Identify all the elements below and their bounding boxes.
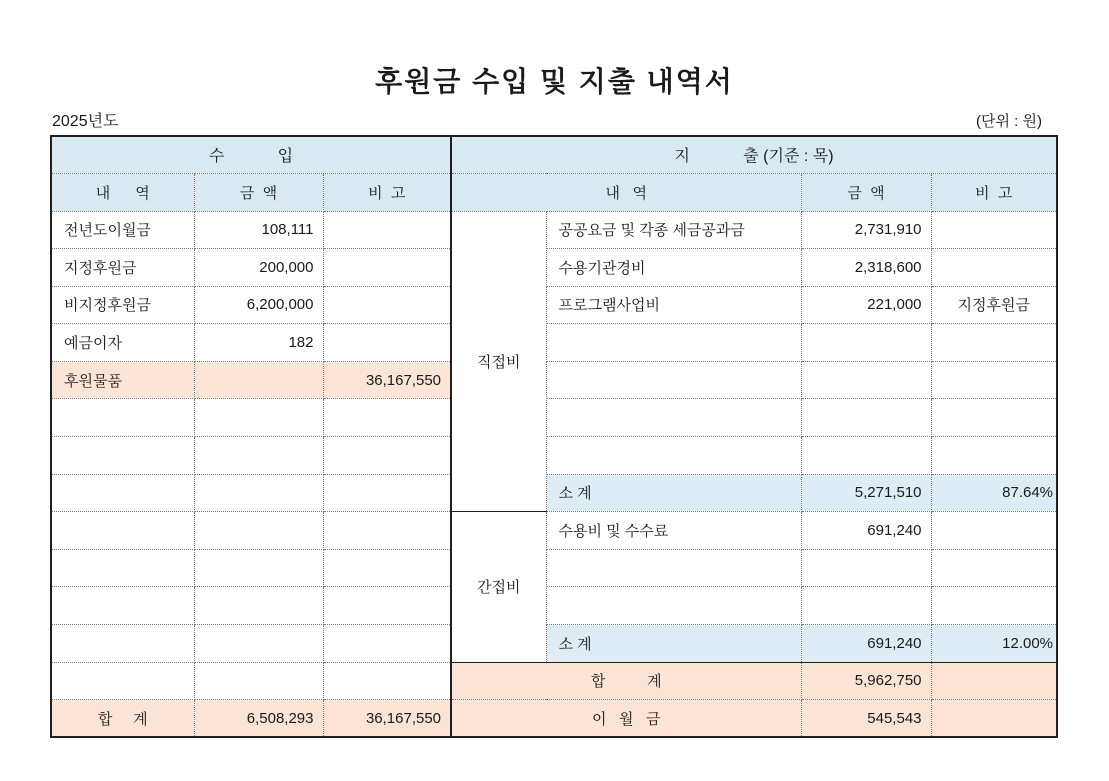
expense-note-cell — [931, 587, 1057, 625]
expense-note-header: 비 고 — [931, 173, 1057, 211]
direct-subtotal-label: 소 계 — [546, 474, 801, 512]
income-amount-cell — [194, 512, 323, 550]
income-amount-cell — [194, 549, 323, 587]
income-amount-header: 금 액 — [194, 173, 323, 211]
income-expenditure-table — [50, 135, 1058, 738]
grand-total-row — [51, 700, 1057, 738]
expense-amount-cell — [801, 361, 931, 399]
table-row — [51, 399, 1057, 437]
income-section-header: 수 입 — [51, 136, 451, 173]
expense-item-cell — [546, 587, 801, 625]
indirect-subtotal-row — [51, 625, 1057, 663]
table-row — [51, 549, 1057, 587]
expense-amount-cell — [801, 399, 931, 437]
income-note-cell: 36,167,550 — [323, 361, 451, 399]
income-note-cell — [323, 286, 451, 324]
income-item-cell — [51, 587, 194, 625]
carryover-note — [931, 700, 1057, 738]
expense-amount-cell: 221,000 — [801, 286, 931, 324]
expenditure-total-note — [931, 662, 1057, 700]
expenditure-section-header: 지 출 (기준 : 목) — [451, 136, 1057, 173]
expense-note-cell — [931, 249, 1057, 287]
expense-item-cell — [546, 324, 801, 362]
expense-item-cell: 수용비 및 수수료 — [546, 512, 801, 550]
table-row — [51, 437, 1057, 475]
expense-item-cell: 수용기관경비 — [546, 249, 801, 287]
expense-item-cell: 프로그램사업비 — [546, 286, 801, 324]
income-item-cell: 전년도이월금 — [51, 211, 194, 249]
income-amount-cell — [194, 399, 323, 437]
expenditure-total-amount: 5,962,750 — [801, 662, 931, 700]
expense-item-cell: 공공요금 및 각종 세금공과금 — [546, 211, 801, 249]
expense-note-cell — [931, 361, 1057, 399]
income-note-cell — [323, 625, 451, 663]
income-note-cell — [323, 211, 451, 249]
income-amount-cell — [194, 474, 323, 512]
income-note-cell — [323, 587, 451, 625]
income-amount-cell — [194, 625, 323, 663]
expense-amount-cell — [801, 437, 931, 475]
expense-note-cell — [931, 512, 1057, 550]
income-total-amount: 6,508,293 — [194, 700, 323, 738]
income-note-cell — [323, 549, 451, 587]
expense-amount-cell: 2,318,600 — [801, 249, 931, 287]
table-row — [51, 587, 1057, 625]
income-amount-cell: 200,000 — [194, 249, 323, 287]
income-note-cell — [323, 324, 451, 362]
indirect-subtotal-percent: 12.00% — [931, 625, 1057, 663]
expense-amount-header: 금 액 — [801, 173, 931, 211]
indirect-cost-category-cell: 간접비 — [451, 512, 546, 662]
income-amount-cell — [194, 437, 323, 475]
expense-item-cell — [546, 549, 801, 587]
fiscal-year-label: 2025년도 — [52, 113, 119, 130]
indirect-subtotal-amount: 691,240 — [801, 625, 931, 663]
section-header-row — [51, 136, 1057, 173]
indirect-subtotal-label: 소 계 — [546, 625, 801, 663]
expense-item-cell — [546, 437, 801, 475]
direct-cost-category-cell: 직접비 — [451, 211, 546, 512]
expense-amount-cell — [801, 587, 931, 625]
income-amount-cell: 108,111 — [194, 211, 323, 249]
income-note-header: 비 고 — [323, 173, 451, 211]
income-note-cell — [323, 662, 451, 700]
income-amount-cell: 182 — [194, 324, 323, 362]
expense-item-cell — [546, 399, 801, 437]
table-row — [51, 211, 1057, 249]
income-item-cell: 후원물품 — [51, 361, 194, 399]
carryover-amount: 545,543 — [801, 700, 931, 738]
income-total-note: 36,167,550 — [323, 700, 451, 738]
page-title: 후원금 수입 및 지출 내역서 — [375, 66, 734, 97]
income-item-cell — [51, 399, 194, 437]
income-total-label: 합 계 — [51, 700, 194, 738]
expense-note-cell — [931, 437, 1057, 475]
income-item-cell — [51, 549, 194, 587]
expense-note-cell — [931, 549, 1057, 587]
income-item-cell: 지정후원금 — [51, 249, 194, 287]
income-item-cell: 예금이자 — [51, 324, 194, 362]
income-amount-cell — [194, 662, 323, 700]
income-note-cell — [323, 437, 451, 475]
expense-amount-cell: 691,240 — [801, 512, 931, 550]
income-item-cell: 비지정후원금 — [51, 286, 194, 324]
expenditure-total-row — [51, 662, 1057, 700]
expense-item-cell — [546, 361, 801, 399]
income-amount-cell — [194, 361, 323, 399]
currency-unit-label: (단위 : 원) — [976, 113, 1042, 130]
direct-subtotal-row — [51, 474, 1057, 512]
income-item-cell — [51, 512, 194, 550]
income-amount-cell — [194, 587, 323, 625]
expense-amount-cell — [801, 549, 931, 587]
expense-note-cell — [931, 211, 1057, 249]
income-amount-cell: 6,200,000 — [194, 286, 323, 324]
direct-subtotal-amount: 5,271,510 — [801, 474, 931, 512]
expense-item-header: 내 역 — [451, 173, 801, 211]
income-note-cell — [323, 474, 451, 512]
column-header-row — [51, 173, 1057, 211]
table-row — [51, 361, 1057, 399]
expense-amount-cell — [801, 324, 931, 362]
table-row — [51, 249, 1057, 287]
table-row — [51, 324, 1057, 362]
income-item-cell — [51, 662, 194, 700]
income-item-cell — [51, 437, 194, 475]
table-row — [51, 512, 1057, 550]
expense-note-cell — [931, 324, 1057, 362]
income-note-cell — [323, 512, 451, 550]
income-note-cell — [323, 399, 451, 437]
expenditure-total-label: 합 계 — [451, 662, 801, 700]
expense-note-cell: 지정후원금 — [931, 286, 1057, 324]
table-row — [51, 286, 1057, 324]
income-note-cell — [323, 249, 451, 287]
expense-amount-cell: 2,731,910 — [801, 211, 931, 249]
income-item-header: 내 역 — [51, 173, 194, 211]
income-item-cell — [51, 625, 194, 663]
expense-note-cell — [931, 399, 1057, 437]
direct-subtotal-percent: 87.64% — [931, 474, 1057, 512]
carryover-label: 이 월 금 — [451, 700, 801, 738]
income-item-cell — [51, 474, 194, 512]
